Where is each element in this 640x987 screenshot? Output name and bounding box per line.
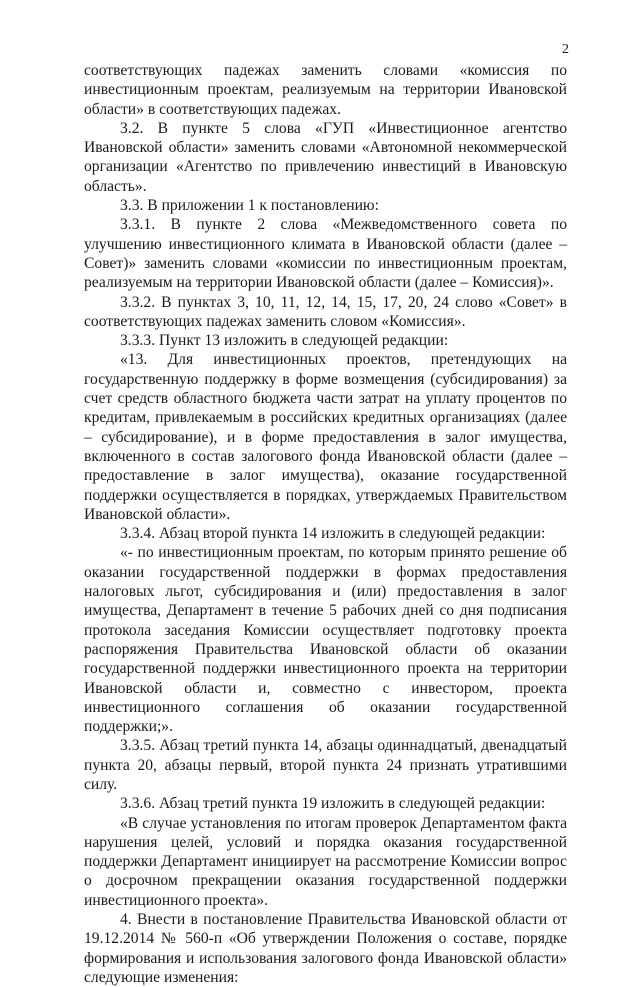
paragraph: «- по инвестиционным проектам, по которым принято решение об оказании государственной поддержки в формах предоставления налоговых льгот, субсидирования и (или) предоставления в залог имущества, Департамент в течение 5 рабочих дней со дня подписания протокола заседания Комиссии осуществляет подготовку проекта распоряжения Правительства Ивановской области об оказании государственной поддержки инвестиционного проекта на территории Ивановской области и, совместно с инвестором, проекта инвестиционного соглашения об оказании государственной поддержки;». — [84, 544, 567, 736]
page-number: 2 — [562, 42, 569, 57]
document-body — [84, 61, 567, 987]
paragraph: 3.3.1. В пункте 2 слова «Межведомственного совета по улучшению инвестиционного климата в Ивановской области (далее – Совет)» заменить словами «комиссии по инвестиционным проектам, реализуемым на территории Ивановской области (далее – Комиссия)». — [84, 216, 567, 292]
paragraph: 3.3.6. Абзац третий пункта 19 изложить в следующей редакции: — [120, 795, 546, 813]
paragraph: 3.3.2. В пунктах 3, 10, 11, 12, 14, 15, 17, 20, 24 слово «Совет» в соответствующих падежах заменить словом «Комиссия». — [84, 293, 567, 330]
paragraph: 3.3.4. Абзац второй пункта 14 изложить в следующей редакции: — [120, 525, 546, 543]
paragraph: 3.2. В пункте 5 слова «ГУП «Инвестиционное агентство Ивановской области» заменить словами «Автономной некоммерческой организации «Агентство по привлечению инвестиций в Ивановскую область». — [84, 119, 567, 195]
paragraph: соответствующих падежах заменить словами «комиссия по инвестиционным проектам, реализуемым на территории Ивановской области» в соответствующих падежах. — [84, 62, 567, 118]
paragraph: «13. Для инвестиционных проектов, претендующих на государственную поддержку в форме возмещения (субсидирования) за счет средств областного бюджета части затрат на уплату процентов по кредитам, привлекаемым в российских кредитных организациях (далее – субсидирование), и в форме предоставления в залог имущества, включенного в состав залогового фонда Ивановской области (далее – предоставление в залог имущества), оказание государственной поддержки осуществляется в порядках, утверждаемых Правительством Ивановской области». — [84, 351, 567, 523]
paragraph: 3.3. В приложении 1 к постановлению: — [120, 197, 379, 215]
paragraph: 3.3.3. Пункт 13 изложить в следующей редакции: — [120, 332, 449, 350]
paragraph: 4. Внести в постановление Правительства Ивановской области от 19.12.2014 № 560-п «Об утверждении Положения о составе, порядке формирования и использования залогового фонда Ивановской области» следующие изменения: — [84, 911, 567, 986]
paragraph: «В случае установления по итогам проверок Департаментом факта нарушения целей, условий и порядка оказания государственной поддержки Департамент инициирует на рассмотрение Комиссии вопрос о досрочном прекращении оказания государственной поддержки инвестиционного проекта». — [84, 814, 567, 909]
paragraph: 3.3.5. Абзац третий пункта 14, абзацы одиннадцатый, двенадцатый пункта 20, абзацы первый, второй пункта 24 признать утратившими силу. — [84, 737, 567, 793]
